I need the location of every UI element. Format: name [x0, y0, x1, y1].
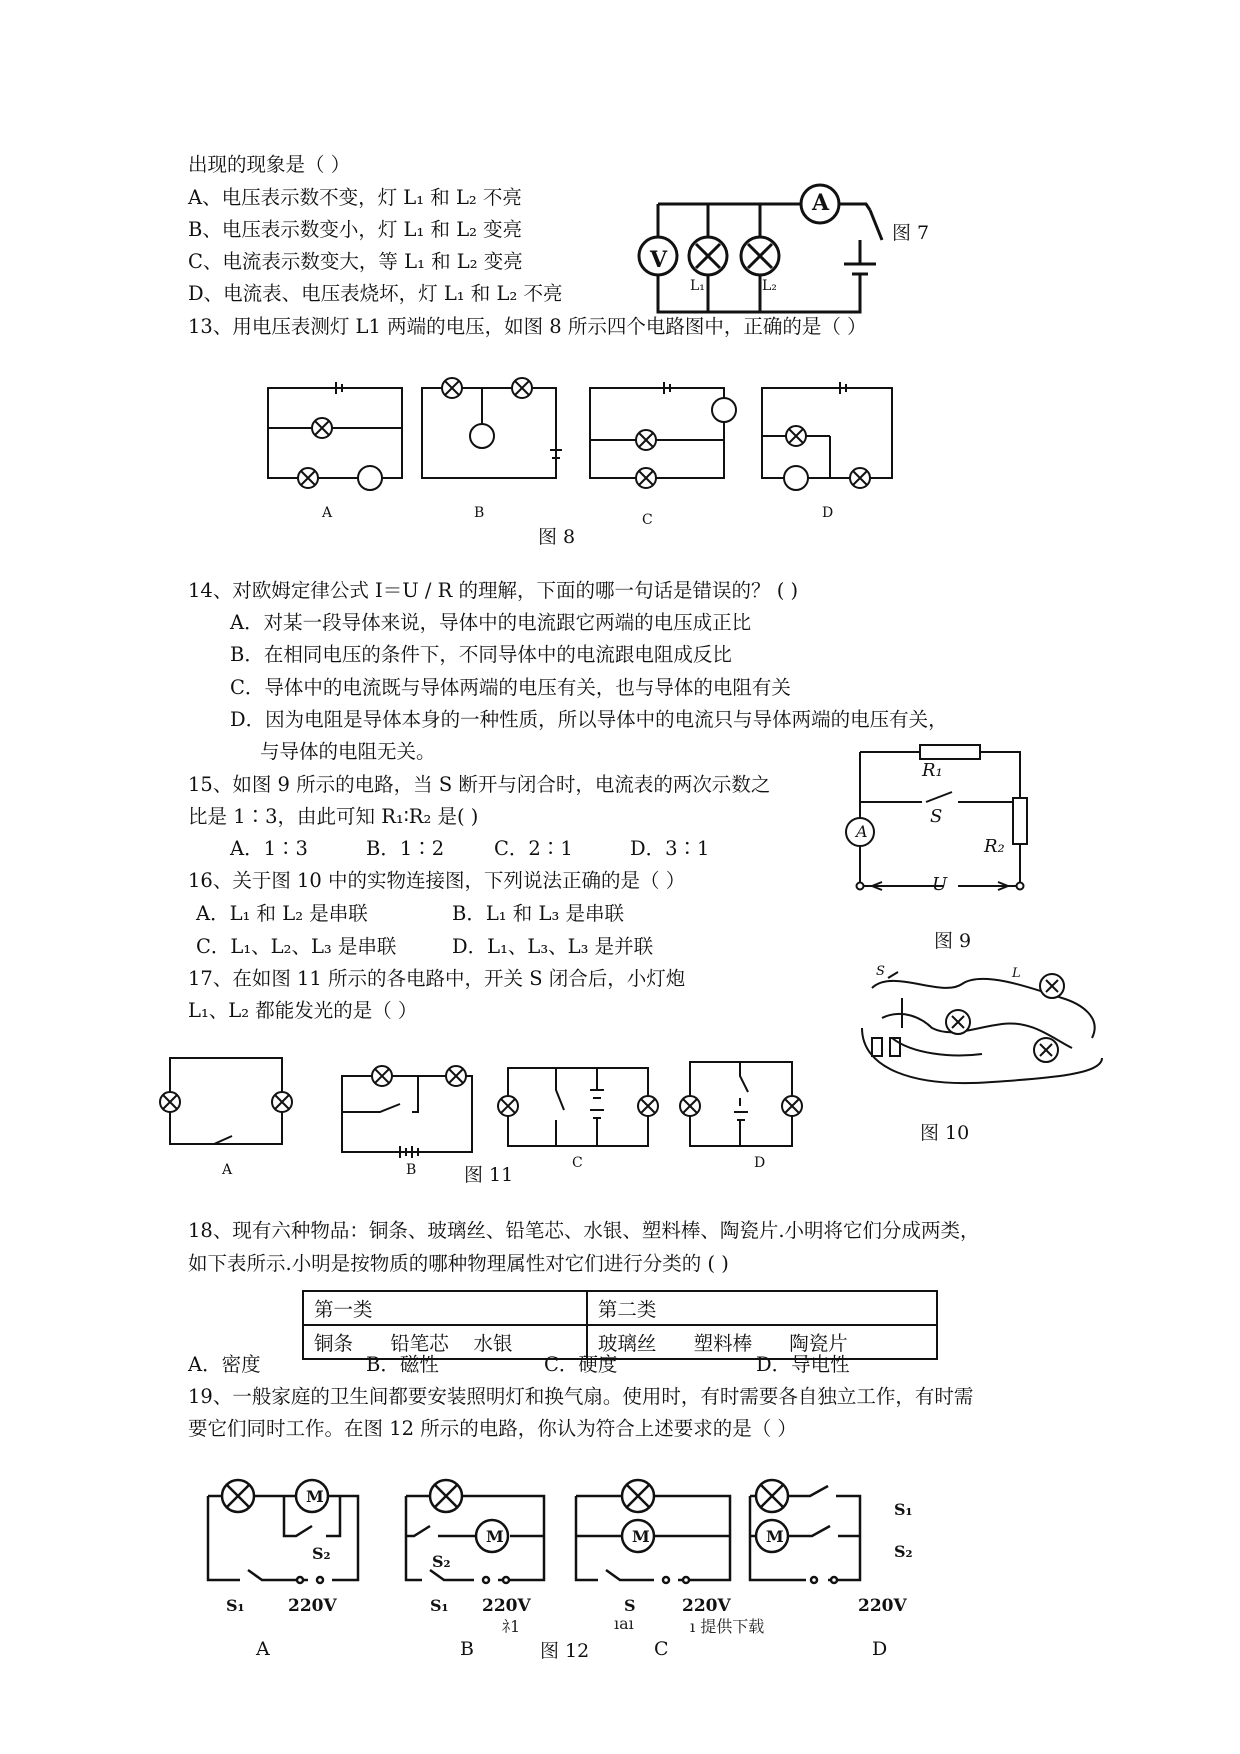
q14-stem: 14、对欧姆定律公式 I＝U / R 的理解，下面的哪一句话是错误的？ ( ): [188, 579, 799, 602]
q16-option-d: D．L₁、L₃、L₃ 是并联: [452, 935, 654, 958]
fig8-letter-a: A: [322, 505, 333, 521]
fig11-letter-b: B: [406, 1162, 417, 1178]
footer-fragment-left: ﾈ1: [502, 1617, 521, 1636]
fig9-u-label: U: [932, 874, 948, 895]
fig12-a-s2-label: S₂: [312, 1544, 331, 1563]
fig12-letter-b: B: [460, 1638, 474, 1660]
fig9-caption: 图 9: [934, 930, 972, 952]
fig12-a-motor-label: M: [306, 1487, 324, 1506]
q14-option-d: D．因为电阻是导体本身的一种性质，所以导体中的电流只与导体两端的电压有关，: [230, 708, 948, 731]
q15-stem-line1: 15、如图 9 所示的电路，当 S 断开与闭合时，电流表的两次示数之: [188, 773, 771, 796]
fig12-c-s-label: S: [624, 1596, 636, 1615]
q18-option-d: D．导电性: [756, 1353, 850, 1376]
q17-stem-line2: L₁、L₂ 都能发光的是（ ）: [188, 999, 418, 1022]
fig12-a-s1-label: S₁: [226, 1596, 245, 1615]
fig10-l-label: L: [1012, 966, 1021, 981]
table-cell: 铜条 铅笔芯 水银: [303, 1325, 587, 1359]
table-header-cell: 第一类: [303, 1291, 587, 1325]
fig12-c-motor-label: M: [632, 1527, 650, 1546]
q16-option-a: A．L₁ 和 L₂ 是串联: [196, 902, 368, 925]
fig11-letter-a: A: [222, 1162, 233, 1178]
fig7-l2-label: L₂: [762, 278, 777, 294]
q12-option-a: A、电压表示数不变，灯 L₁ 和 L₂ 不亮: [188, 186, 522, 209]
q15-option-d: D．3∶1: [630, 837, 710, 860]
figure-11-circuits: [160, 1050, 860, 1160]
figure-9-circuit: [848, 740, 1038, 890]
q14-option-b: B．在相同电压的条件下，不同导体中的电流跟电阻成反比: [230, 643, 732, 666]
q18-option-a: A．密度: [188, 1353, 261, 1376]
fig7-l1-label: L₁: [690, 278, 705, 294]
q13-stem: 13、用电压表测灯 L1 两端的电压，如图 8 所示四个电路图中，正确的是（ ）: [188, 315, 867, 338]
table-header-row: [303, 1291, 937, 1325]
fig8-letter-d: D: [822, 505, 834, 521]
classification-table: [302, 1290, 938, 1360]
fig12-letter-d: D: [872, 1638, 888, 1660]
q14-option-c: C．导体中的电流既与导体两端的电压有关，也与导体的电阻有关: [230, 676, 791, 699]
q17-stem-line1: 17、在如图 11 所示的各电路中，开关 S 闭合后，小灯炮: [188, 967, 686, 990]
q18-stem-line1: 18、现有六种物品：铜条、玻璃丝、铅笔芯、水银、塑料棒、陶瓷片.小明将它们分成两类，: [188, 1219, 980, 1242]
figure-10-wiring-sketch: [852, 958, 1122, 1098]
figure-8-circuits: [260, 380, 900, 500]
q19-stem-line1: 19、一般家庭的卫生间都要安装照明灯和换气扇。使用时，有时需要各自独立工作，有时需: [188, 1385, 974, 1408]
fig12-b-voltage: 220V: [482, 1596, 531, 1616]
q15-option-b: B．1∶2: [366, 837, 445, 860]
fig9-r2-label: R₂: [984, 836, 1005, 857]
q18-stem-line2: 如下表所示.小明是按物质的哪种物理属性对它们进行分类的 ( ): [188, 1252, 729, 1275]
q16-stem: 16、关于图 10 中的实物连接图，下列说法正确的是（ ）: [188, 869, 686, 892]
fig7-voltmeter-label: V: [650, 247, 668, 273]
q15-option-a: A．1∶3: [230, 837, 308, 860]
q15-option-c: C．2∶1: [494, 837, 573, 860]
q18-option-c: C．硬度: [544, 1353, 618, 1376]
fig9-r1-label: R₁: [922, 760, 943, 781]
fig11-letter-c: C: [572, 1155, 583, 1171]
q14-option-d-cont: 与导体的电阻无关。: [260, 740, 436, 763]
fig12-b-motor-label: M: [486, 1527, 504, 1546]
q12-option-c: C、电流表示数变大，等 L₁ 和 L₂ 变亮: [188, 250, 523, 273]
q19-stem-line2: 要它们同时工作。在图 12 所示的电路，你认为符合上述要求的是（ ）: [188, 1417, 797, 1440]
fig12-d-motor-label: M: [766, 1527, 784, 1546]
fig11-caption: 图 11: [464, 1164, 514, 1186]
fig12-c-voltage: 220V: [682, 1596, 731, 1616]
fig12-letter-c: C: [654, 1638, 669, 1660]
q14-option-a: A．对某一段导体来说，导体中的电流跟它两端的电压成正比: [230, 611, 752, 634]
q16-option-c: C．L₁、L₂、L₃ 是串联: [196, 935, 397, 958]
fig12-b-s2-label: S₂: [432, 1552, 451, 1571]
fig11-letter-d: D: [754, 1155, 766, 1171]
fig10-caption: 图 10: [920, 1122, 970, 1144]
fig9-ammeter-label: A: [856, 822, 868, 841]
fig12-b-s1-label: S₁: [430, 1596, 449, 1615]
fig8-letter-c: C: [642, 512, 653, 528]
fig12-letter-a: A: [256, 1638, 270, 1660]
footer-download-note: ı 提供下载: [690, 1617, 765, 1636]
q12-lead: 出现的现象是（ ）: [188, 153, 351, 176]
fig10-s-label: S: [876, 964, 885, 979]
q12-option-d: D、电流表、电压表烧坏，灯 L₁ 和 L₂ 不亮: [188, 282, 563, 305]
fig9-s-label: S: [930, 806, 943, 827]
fig7-caption: 图 7: [892, 222, 930, 244]
fig12-d-s1-label: S₁: [894, 1500, 913, 1519]
footer-fragment-mid: ıaı: [614, 1614, 634, 1633]
fig12-d-voltage: 220V: [858, 1596, 907, 1616]
fig12-d-s2-label: S₂: [894, 1542, 913, 1561]
table-cell: 玻璃丝 塑料棒 陶瓷片: [587, 1325, 937, 1359]
fig8-letter-b: B: [474, 505, 485, 521]
q12-option-b: B、电压表示数变小，灯 L₁ 和 L₂ 变亮: [188, 218, 523, 241]
q16-option-b: B．L₁ 和 L₃ 是串联: [452, 902, 624, 925]
fig8-caption: 图 8: [538, 526, 576, 548]
fig12-caption: 图 12: [540, 1640, 590, 1662]
q18-option-b: B．磁性: [366, 1353, 439, 1376]
fig7-ammeter-label: A: [812, 190, 830, 216]
q15-stem-line2: 比是 1∶3，由此可知 R₁∶R₂ 是( ): [188, 805, 479, 828]
fig12-a-voltage: 220V: [288, 1596, 337, 1616]
table-header-cell: 第二类: [587, 1291, 937, 1325]
